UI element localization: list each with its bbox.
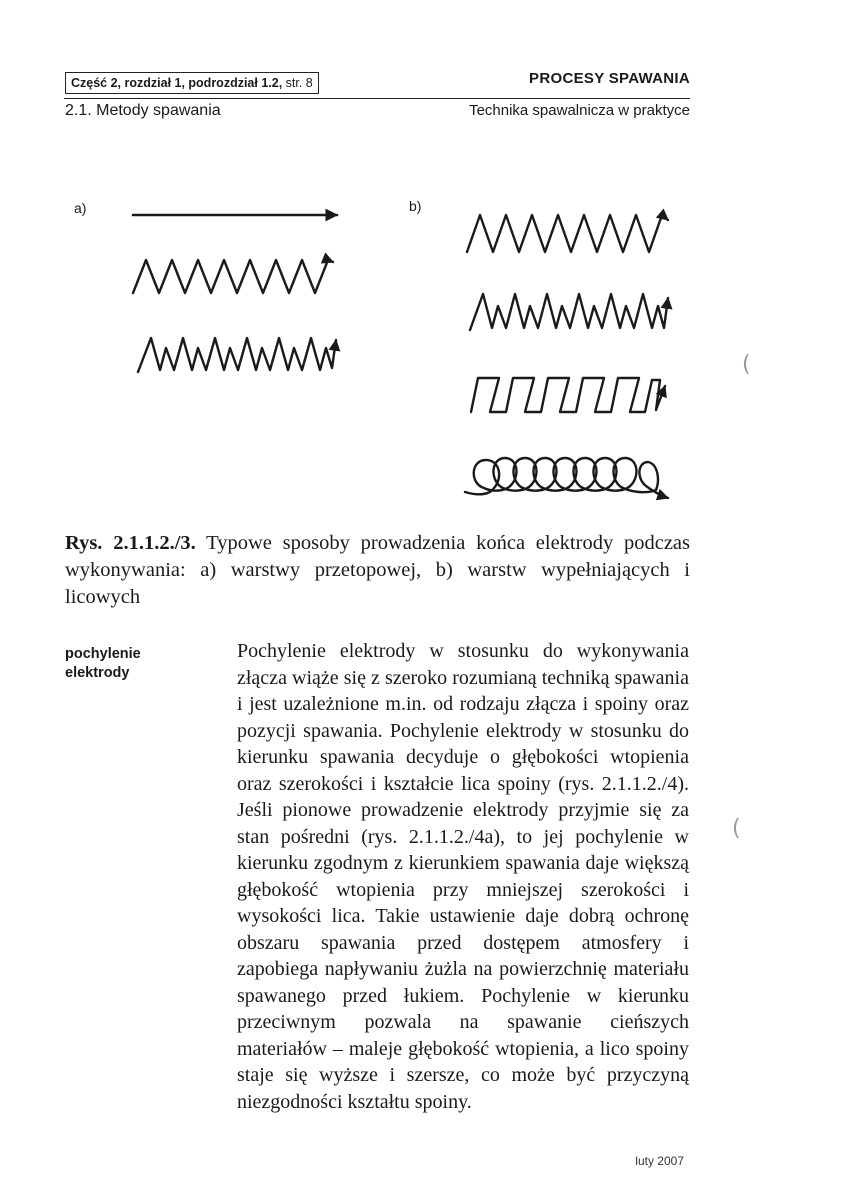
body-paragraph: Pochylenie elektrody w stosunku do wykonywania złącza wiąże się z szeroko rozumianą techniką spawania i jest uzależnione m.in. od rodzaju złącza i spoiny oraz pozycji spawania. Pochylenie elektrody w stosunku do kierunku spawania decyduje o głębokości wtopienia oraz szerokości i kształcie lica spoiny (rys. 2.1.1.2./4). Jeśli pionowe prowadzenie elektrody przyjmie się za stan pośredni (rys. 2.1.1.2./4a), to jej pochylenie w kierunku zgodnym z kierunkiem spawania daje większą głębokość wtopienia przy mniejszej szerokości i wysokości lica. Takie ustawienie daje dobrą ochronę obszaru spawania przed dostępem atmosfery i zapobiega napływaniu żużla na powierzchnię materiału spawanego przed łukiem. Pochylenie w kierunku przeciwnym pozwala na spawanie cieńszych materiałów – maleje głębokość wtopienia, a lico spoiny staje się wyższe i szersze, co może być przyczyną niezgodności kształtu spoiny. (237, 640, 689, 1113)
margin-keyword (65, 645, 215, 683)
binder-hole-mark: ( (732, 816, 741, 841)
zigzag-pattern-b1 (467, 215, 668, 252)
figure-label-a: a) (74, 200, 87, 216)
electrode-motion-figure (0, 0, 864, 520)
book-title: PROCESY SPAWANIA (529, 70, 690, 87)
margin-keyword-line1: pochylenie (65, 646, 141, 662)
footer-date: luty 2007 (635, 1154, 684, 1168)
page-ref-text: str. 8 (285, 76, 313, 90)
caption-text: Typowe sposoby prowadzenia końca elektrody podczas wykonywania: a) warstwy przetopowej, b) warstw wypełniających i licowych (65, 532, 690, 608)
margin-keyword-line2: elektrody (65, 665, 130, 681)
figure-caption (65, 530, 690, 611)
zigzag-pattern-b2 (470, 294, 668, 330)
zigzag-pattern-a2 (138, 338, 336, 372)
loop-pattern-b4 (465, 458, 668, 498)
section-title: 2.1. Metody spawania (65, 102, 221, 119)
zigzag-pattern-a1 (133, 260, 333, 293)
binder-hole-mark: ( (742, 352, 751, 377)
figure-label-b: b) (409, 198, 422, 214)
chapter-ref-text: Część 2, rozdział 1, podrozdział 1.2, (71, 76, 283, 90)
book-subtitle: Technika spawalnicza w praktyce (469, 102, 690, 119)
caption-number: Rys. 2.1.1.2./3. (65, 532, 196, 554)
crenellated-pattern-b3 (471, 378, 665, 412)
